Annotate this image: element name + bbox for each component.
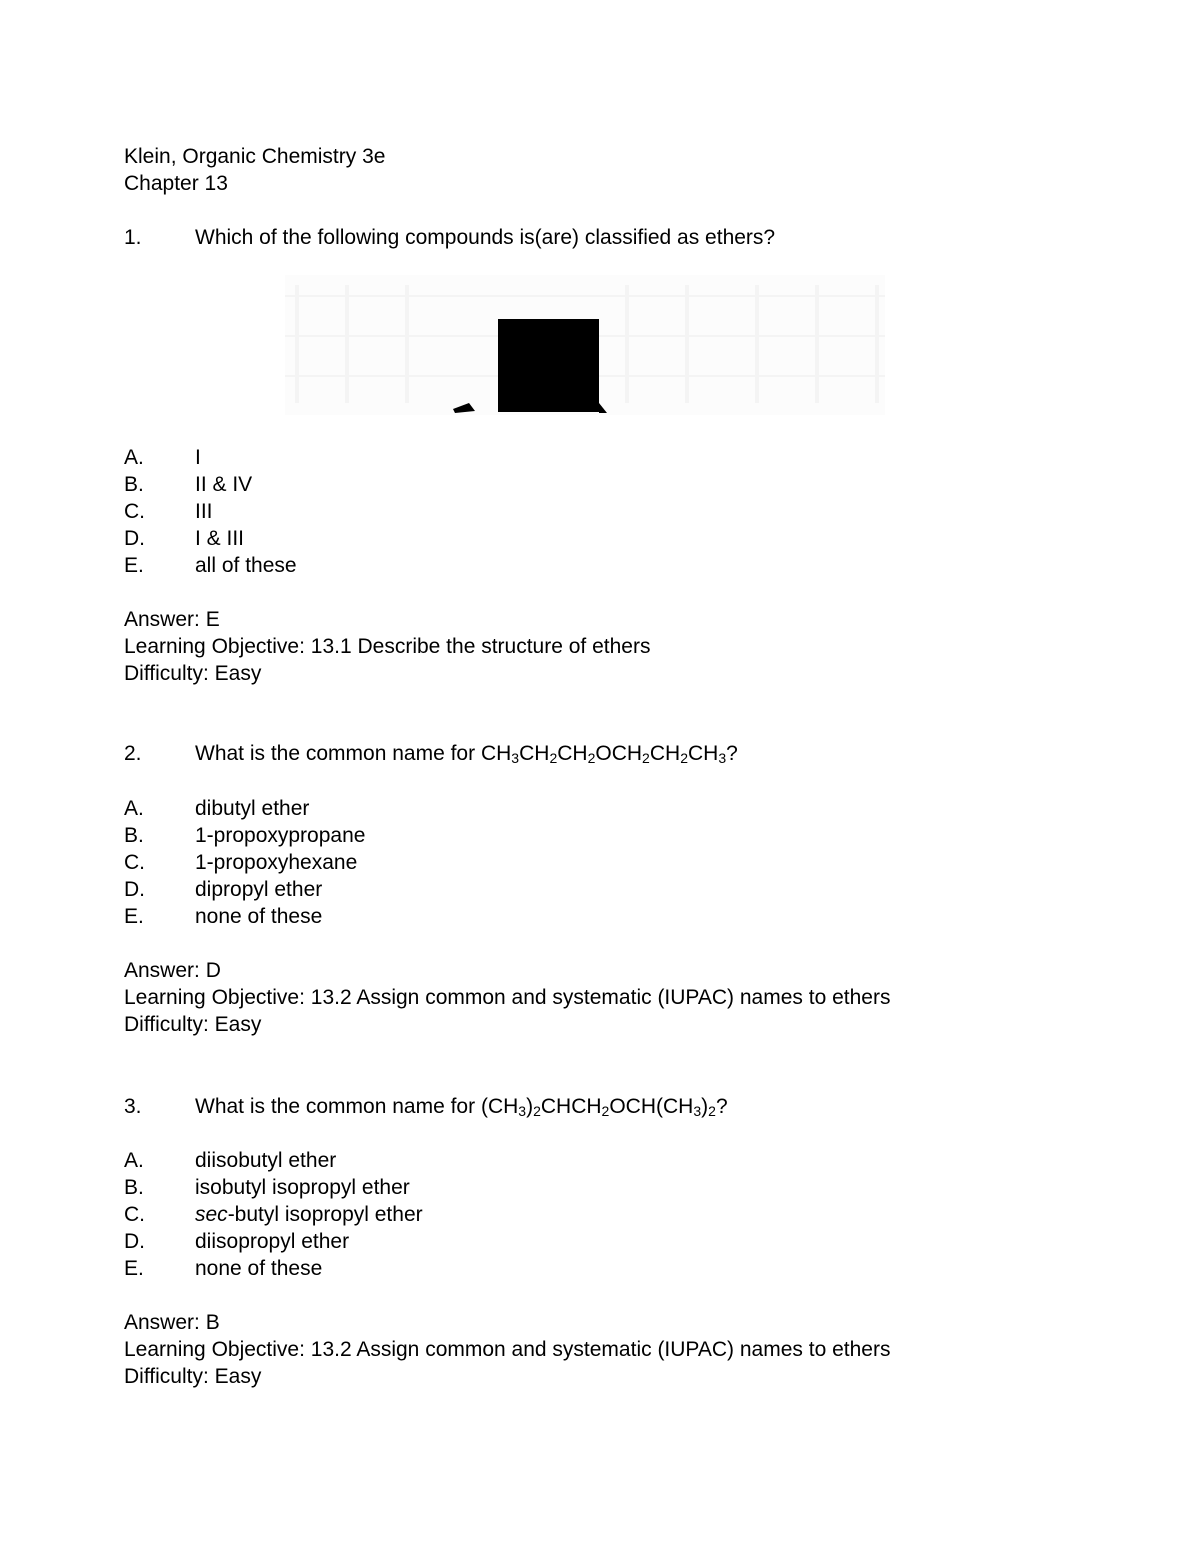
- formula-subscript: 2: [642, 750, 650, 766]
- question-1-stem: [124, 224, 775, 251]
- question-2-stem: [124, 740, 738, 767]
- option-e: E. all of these: [124, 554, 297, 577]
- question-text: What is the common name for $CH_3CH_2CH_2OCH_2CH_2CH_3$?: [195, 742, 738, 766]
- difficulty: Difficulty: Easy: [124, 1013, 262, 1036]
- formula-subscript: 2: [680, 750, 688, 766]
- formula-subscript: 3: [693, 1103, 702, 1119]
- formula-subscript: 3: [518, 1103, 527, 1119]
- learning-objective: Learning Objective: 13.2 Assign common and systematic (IUPAC) names to ethers: [124, 1338, 891, 1361]
- formula-subscript: 3: [511, 750, 520, 766]
- option-c: C. 1-propoxyhexane: [124, 851, 358, 874]
- chapter-title: Chapter 13: [124, 172, 228, 195]
- book-title: Klein, Organic Chemistry 3e: [124, 145, 386, 168]
- question-number: 1.: [124, 226, 142, 249]
- option-b: B. II & IV: [124, 473, 253, 496]
- question-1-meta: [124, 606, 650, 687]
- option-a: A. dibutyl ether: [124, 797, 310, 820]
- difficulty: Difficulty: Easy: [124, 662, 262, 685]
- document-header: [124, 143, 385, 197]
- option-d: D. dipropyl ether: [124, 878, 323, 901]
- question-number: 2.: [124, 742, 142, 765]
- formula-subscript: 2: [533, 1103, 541, 1119]
- option-d: D. diisopropyl ether: [124, 1230, 350, 1253]
- structure-block: [498, 319, 599, 412]
- question-3-options: [124, 1147, 423, 1282]
- question-1: [124, 224, 775, 251]
- learning-objective: Learning Objective: 13.1 Describe the structure of ethers: [124, 635, 651, 658]
- option-e: E. none of these: [124, 1257, 323, 1280]
- formula-subscript: 2: [601, 1103, 610, 1119]
- question-number: 3.: [124, 1095, 142, 1118]
- question-text: Which of the following compounds is(are) classified as ethers?: [195, 226, 776, 249]
- question-1-options: [124, 444, 297, 579]
- formula-subscript: 2: [549, 750, 558, 766]
- learning-objective: Learning Objective: 13.2 Assign common and systematic (IUPAC) names to ethers: [124, 986, 891, 1009]
- difficulty: Difficulty: Easy: [124, 1365, 262, 1388]
- formula-subscript: 3: [718, 750, 727, 766]
- option-c: C. sec-butyl isopropyl ether: [124, 1203, 423, 1226]
- option-b: B. isobutyl isopropyl ether: [124, 1176, 410, 1199]
- question-3-meta: [124, 1309, 890, 1390]
- formula-subscript: 2: [708, 1103, 716, 1119]
- option-b: B. 1-propoxypropane: [124, 824, 366, 847]
- question-2: [124, 740, 738, 767]
- answer: Answer: D: [124, 959, 221, 982]
- ether-structures-figure: [285, 275, 885, 415]
- answer: Answer: E: [124, 608, 220, 631]
- question-3: [124, 1093, 728, 1120]
- answer: Answer: B: [124, 1311, 220, 1334]
- chemical-formula: $(CH_3)_2CHCH_2OCH(CH_3)_2$: [480, 1095, 716, 1119]
- option-a: A. I: [124, 446, 201, 469]
- question-2-meta: [124, 957, 890, 1038]
- chemical-formula: $CH_3CH_2CH_2OCH_2CH_2CH_3$: [480, 742, 727, 766]
- option-d: D. I & III: [124, 527, 245, 550]
- formula-subscript: 2: [587, 750, 596, 766]
- option-e: E. none of these: [124, 905, 323, 928]
- option-a: A. diisobutyl ether: [124, 1149, 337, 1172]
- question-2-options: [124, 795, 365, 930]
- option-c: C. III: [124, 500, 213, 523]
- question-3-stem: [124, 1093, 728, 1120]
- structures-image: [285, 275, 885, 415]
- question-text: What is the common name for $(CH_3)_2CHCH_2OCH(CH_3)_2$?: [195, 1095, 728, 1119]
